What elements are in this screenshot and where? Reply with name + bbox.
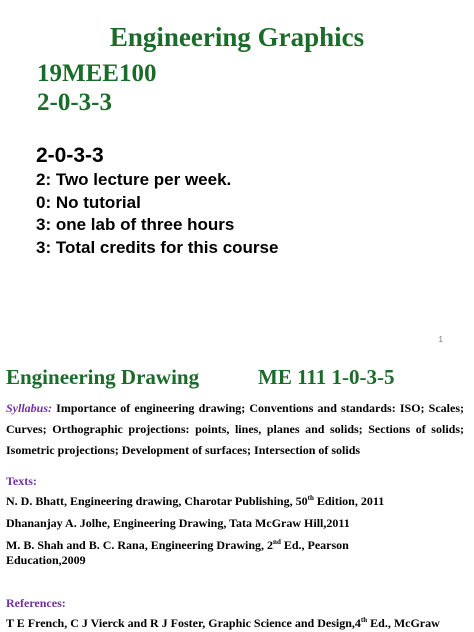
syllabus-paragraph [6,398,464,461]
syllabus-label: Syllabus: [6,401,53,415]
slide-title: Engineering Graphics [109,22,365,52]
text-reference: N. D. Bhatt, Engineering drawing, Charotar Publishing, 50th Edition, 2011 [6,494,385,508]
credit-breakdown-heading: 2-0-3-3 [36,144,104,167]
course-code: ME 111 1-0-3-5 [258,365,395,389]
ltp-code: 2-0-3-3 [37,89,112,116]
credit-item: 3: Total credits for this course [36,237,279,257]
slide-heading [6,365,395,390]
credit-item: 3: one lab of three hours [36,215,235,234]
texts-label: Texts: [6,474,37,488]
slide-2 [0,350,474,632]
credit-breakdown [36,143,278,259]
credit-item: 2: Two lecture per week. [36,170,232,189]
reference-entry: T E French, C J Vierck and R J Foster, Graphic Science and Design,4th Ed., McGraw [6,616,440,630]
syllabus-text: Importance of engineering drawing; Conventions and standards: ISO; Scales; Curves; Orthographic projections: points, lines, planes and solids; Sections of solids; Isometric projections; Development of surfaces; Intersection of solids [6,401,464,457]
course-title: Engineering Drawing [6,365,200,389]
text-reference: M. B. Shah and B. C. Rana, Engineering Drawing, 2nd Ed., Pearson Education,2009 [6,538,349,567]
course-code: 19MEE100 [37,60,157,87]
credit-item: 0: No tutorial [36,192,141,212]
references-label: References: [6,596,66,610]
text-reference: Dhananjay A. Jolhe, Engineering Drawing, Tata McGraw Hill,2011 [6,516,350,530]
page-number: 1 [438,335,443,344]
